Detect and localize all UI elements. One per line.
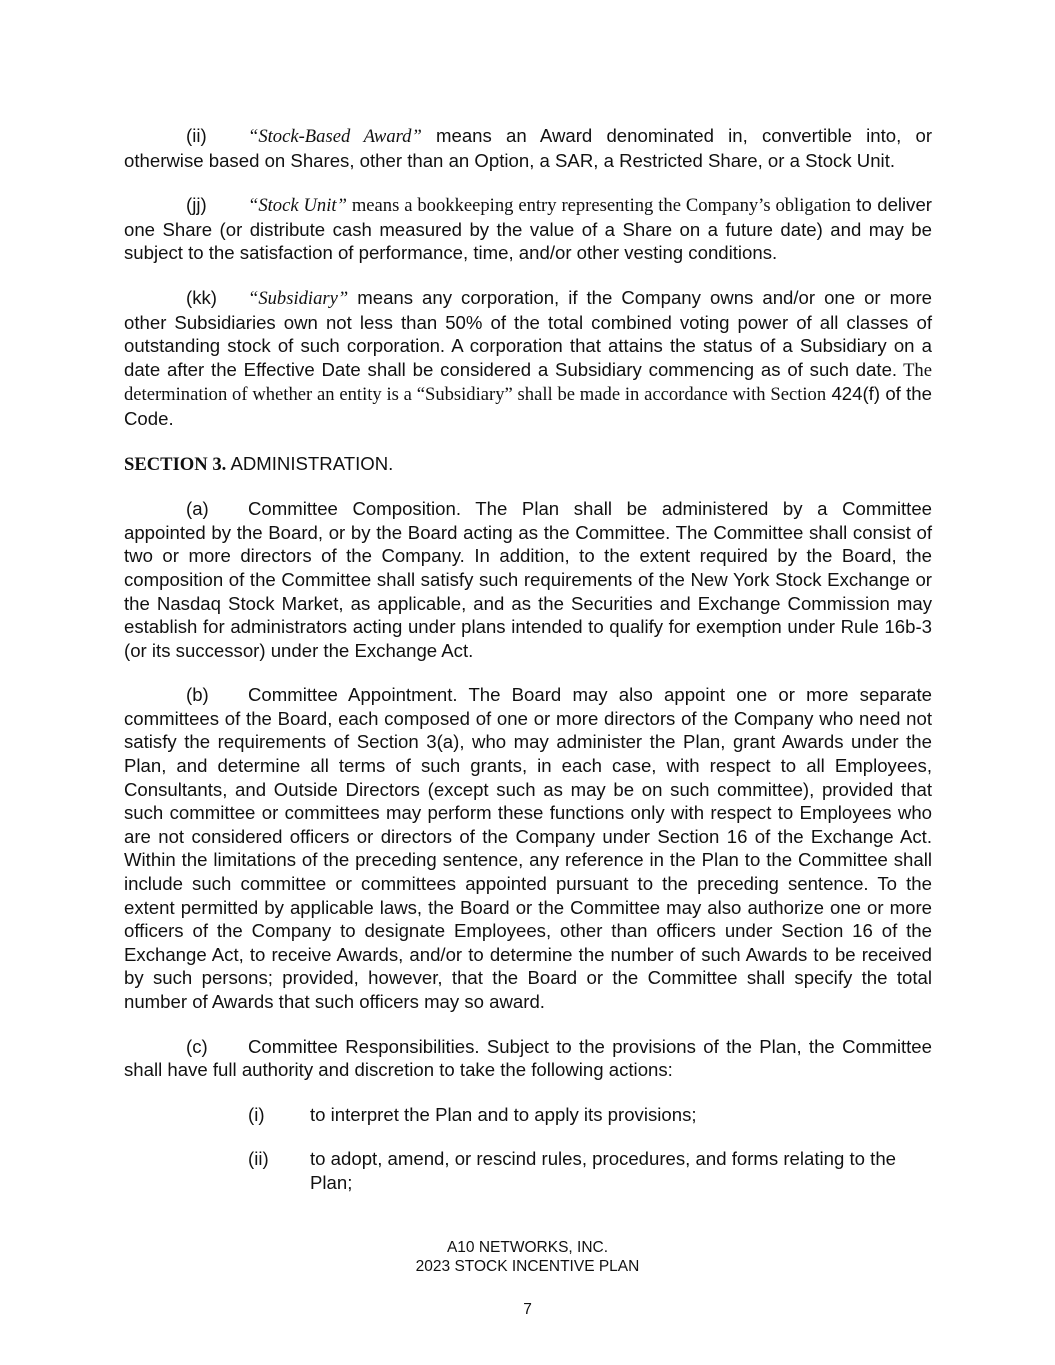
page-number: 7 bbox=[523, 1301, 532, 1318]
definition-label: (kk) bbox=[186, 286, 217, 308]
paragraph-committee-responsibilities bbox=[124, 1035, 932, 1082]
definition-text: means any corporation, if the Company owns and/or one or more other Subsidiaries own not less than 50% of the total combined voting power of all classes of outstanding stock of such corporation. A corporation that attains the status of a Subsidiary on a date after the Effective Date shall be considered a Subsidiary commencing as of such date. bbox=[124, 286, 932, 380]
paragraph-committee-appointment bbox=[124, 683, 932, 1013]
list-item-text: to adopt, amend, or rescind rules, procedures, and forms relating to the Plan; bbox=[310, 1148, 897, 1193]
definition-subsidiary bbox=[124, 286, 932, 431]
paragraph-text: Committee Composition. The Plan shall be administered by a Committee appointed by the Board, or by the Board acting as the Committee. The Committee shall consist of two or more directors of the Company. In addition, to the extent required by the Board, the composition of the Committee shall satisfy such requirements of the New York Stock Exchange or the Nasdaq Stock Market, as applicable, and as the Securities and Exchange Commission may establish for administrators acting under plans intended to qualify for exemption under Rule 16b-3 (or its successor) under the Exchange Act. bbox=[124, 498, 932, 661]
definition-stock-unit bbox=[124, 193, 932, 265]
list-item-text: to interpret the Plan and to apply its provisions; bbox=[310, 1103, 697, 1125]
paragraph-committee-composition bbox=[124, 497, 932, 662]
footer-plan-title: 2023 STOCK INCENTIVE PLAN bbox=[415, 1258, 640, 1275]
list-item-label: (ii) bbox=[248, 1148, 269, 1170]
paragraph-label: (a) bbox=[186, 498, 209, 520]
definition-text: to deliver one Share (or distribute cash measured by the value of a Share on a future date) and may be subject to the satisfaction of performance, time, and/or other vesting conditions. bbox=[124, 194, 932, 264]
defined-term: “Stock-Based Award” bbox=[248, 126, 422, 147]
list-item bbox=[248, 1103, 932, 1127]
paragraph-label: (c) bbox=[186, 1035, 208, 1057]
definition-text-serif: The determination of whether an entity is a “Subsidiary” shall be made in accordance with Section bbox=[124, 359, 932, 406]
list-item-label: (i) bbox=[248, 1103, 265, 1125]
definition-text: means an Award denominated in, convertible into, or otherwise based on Shares, other than an Option, a SAR, a Restricted Share, or a Stock Unit. bbox=[124, 125, 933, 171]
section-number: SECTION 3. bbox=[124, 453, 227, 475]
paragraph-text: Committee Appointment. The Board may also appoint one or more separate committees of the Board, each composed of one or more directors of the Company who need not satisfy the requirements of Section 3(a), who may administer the Plan, grant Awards under the Plan, and determine all terms of such grants, in each case, with respect to all Employees, Consultants, and Outside Directors (except such as may be on such committee), provided that such committee or committees may perform these functions only with respect to Employees who are not considered officers or directors of the Company under Section 16 of the Exchange Act. Within the limitations of the preceding sentence, any reference in the Plan to the Committee shall include such committee or committees appointed pursuant to the preceding sentence. To the extent permitted by applicable laws, the Board or the Committee may also authorize one or more officers of the Company to designate Employees, other than officers under Section 16 of the Exchange Act, to receive Awards, and/or to determine the number of such Awards to be received by such persons; provided, however, that the Board or the Committee shall specify the total number of Awards that such officers may so award. bbox=[124, 684, 932, 1012]
paragraph-text: Committee Responsibilities. Subject to the provisions of the Plan, the Committee shall have full authority and discretion to take the following actions: bbox=[124, 1035, 932, 1081]
defined-term: “Stock Unit” bbox=[248, 195, 347, 217]
defined-term: “Subsidiary” bbox=[248, 287, 349, 309]
section-title: ADMINISTRATION. bbox=[230, 452, 394, 474]
definition-stock-based-award bbox=[124, 124, 932, 172]
section-heading bbox=[124, 452, 932, 477]
definition-text-tail: 424(f) of the Code. bbox=[124, 383, 932, 429]
page-footer bbox=[0, 1238, 1055, 1276]
definition-text-serif: means a bookkeeping entry representing the Company’s obligation bbox=[346, 195, 851, 217]
list-item bbox=[248, 1147, 932, 1194]
footer-company: A10 NETWORKS, INC. bbox=[446, 1239, 609, 1256]
document-page bbox=[124, 124, 932, 1216]
definition-label: (jj) bbox=[186, 194, 207, 216]
definition-label: (ii) bbox=[186, 125, 207, 146]
paragraph-label: (b) bbox=[186, 684, 209, 706]
